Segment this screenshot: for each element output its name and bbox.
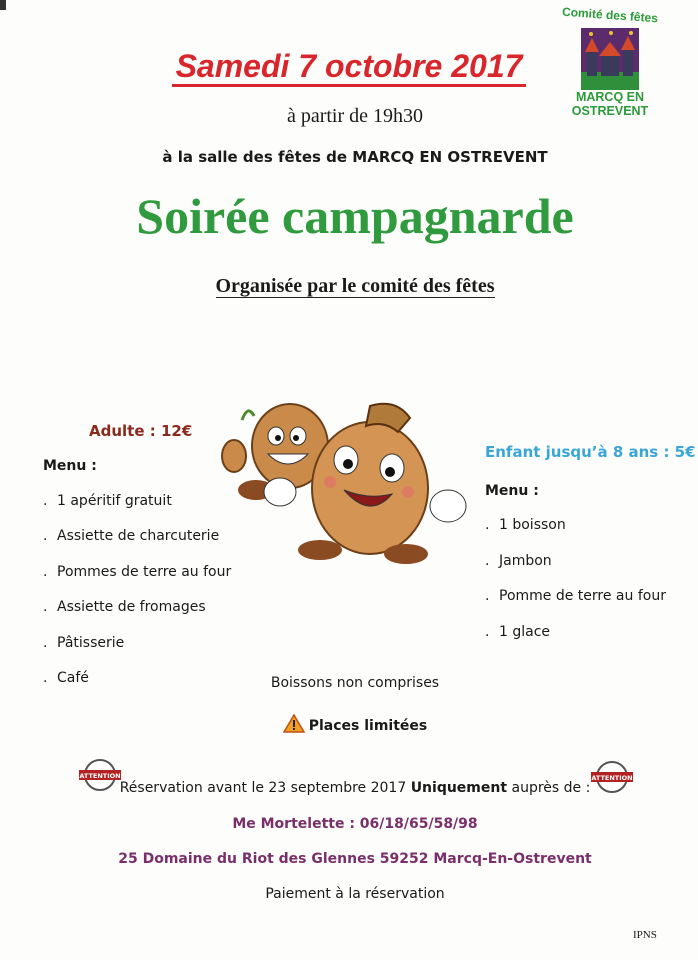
limited-places	[0, 714, 698, 734]
logo-bottom-text: MARCQ EN OSTREVENT	[571, 90, 649, 118]
bullet-mark: .	[43, 528, 48, 545]
bullet-mark: .	[43, 493, 48, 509]
adult-menu-item	[43, 564, 231, 580]
bullet-mark: .	[43, 670, 48, 686]
reservation-address: 25 Domaine du Riot des Glennes 59252 Marcq-En-Ostrevent	[118, 851, 592, 867]
bullet-mark: .	[43, 634, 48, 651]
ipns-mark: IPNS	[633, 929, 657, 941]
reservation-contact: Me Mortelette : 06/18/65/58/98	[232, 816, 478, 832]
adult-menu-item-label: Café	[57, 670, 89, 686]
event-date	[0, 48, 698, 85]
attention-label-right: ATTENTION	[591, 774, 633, 782]
bullet-mark: .	[43, 563, 48, 580]
event-title: Soirée campagnarde	[136, 188, 574, 244]
adult-menu-item	[43, 493, 172, 509]
adult-menu-item	[43, 599, 206, 615]
adult-menu-item-label: Pâtisserie	[57, 634, 125, 651]
event-venue: à la salle des fêtes de MARCQ EN OSTREVENT	[162, 148, 548, 166]
child-menu-item	[485, 553, 552, 569]
child-price: Enfant jusqu’à 8 ans : 5€	[485, 443, 696, 461]
scan-corner-mark	[0, 0, 6, 10]
bullet-mark: .	[485, 588, 490, 605]
bullet-mark: .	[485, 623, 490, 640]
event-organiser-text: Organisée par le comité des fêtes	[215, 275, 495, 297]
adult-price: Adulte : 12€	[89, 422, 193, 440]
reservation-suffix: auprès de :	[507, 780, 591, 796]
adult-menu-item-label: Assiette de charcuterie	[57, 528, 220, 545]
adult-menu-label: Menu :	[43, 458, 97, 474]
event-time: à partir de 19h30	[286, 105, 424, 127]
bullet-mark: .	[485, 552, 490, 569]
child-menu-item-label: 1 boisson	[499, 517, 566, 533]
payment-note: Paiement à la réservation	[265, 886, 445, 902]
adult-menu-item-label: 1 apéritif gratuit	[57, 493, 172, 509]
bullet-mark: .	[485, 517, 490, 533]
limited-places-text: Places limitées	[308, 718, 428, 734]
reservation-line	[0, 780, 698, 796]
child-menu-item-label: Jambon	[499, 552, 552, 569]
adult-menu-item	[43, 528, 219, 544]
child-menu-label: Menu :	[485, 483, 539, 499]
event-date-text: Samedi 7 octobre 2017	[172, 48, 527, 87]
reservation-prefix: Réservation avant le 23 septembre 2017	[119, 780, 411, 796]
bullet-mark: .	[43, 599, 48, 616]
adult-menu-item-label: Pommes de terre au four	[57, 563, 232, 580]
reservation-emphasis: Uniquement	[410, 780, 508, 796]
adult-menu-item	[43, 635, 124, 651]
potatoes-illustration-icon	[220, 398, 472, 570]
adult-menu-item-label: Assiette de fromages	[57, 599, 206, 616]
child-menu-item-label: Pomme de terre au four	[499, 588, 666, 605]
child-menu-item-label: 1 glace	[499, 623, 551, 640]
child-menu-item	[485, 517, 566, 533]
attention-label-left: ATTENTION	[79, 772, 121, 780]
warning-icon	[283, 714, 305, 733]
event-organiser	[0, 275, 698, 298]
child-menu-item	[485, 624, 550, 640]
logo-top-text: Comité des fêtes	[561, 4, 659, 26]
child-menu-item	[485, 588, 666, 604]
drinks-note: Boissons non comprises	[270, 675, 440, 691]
